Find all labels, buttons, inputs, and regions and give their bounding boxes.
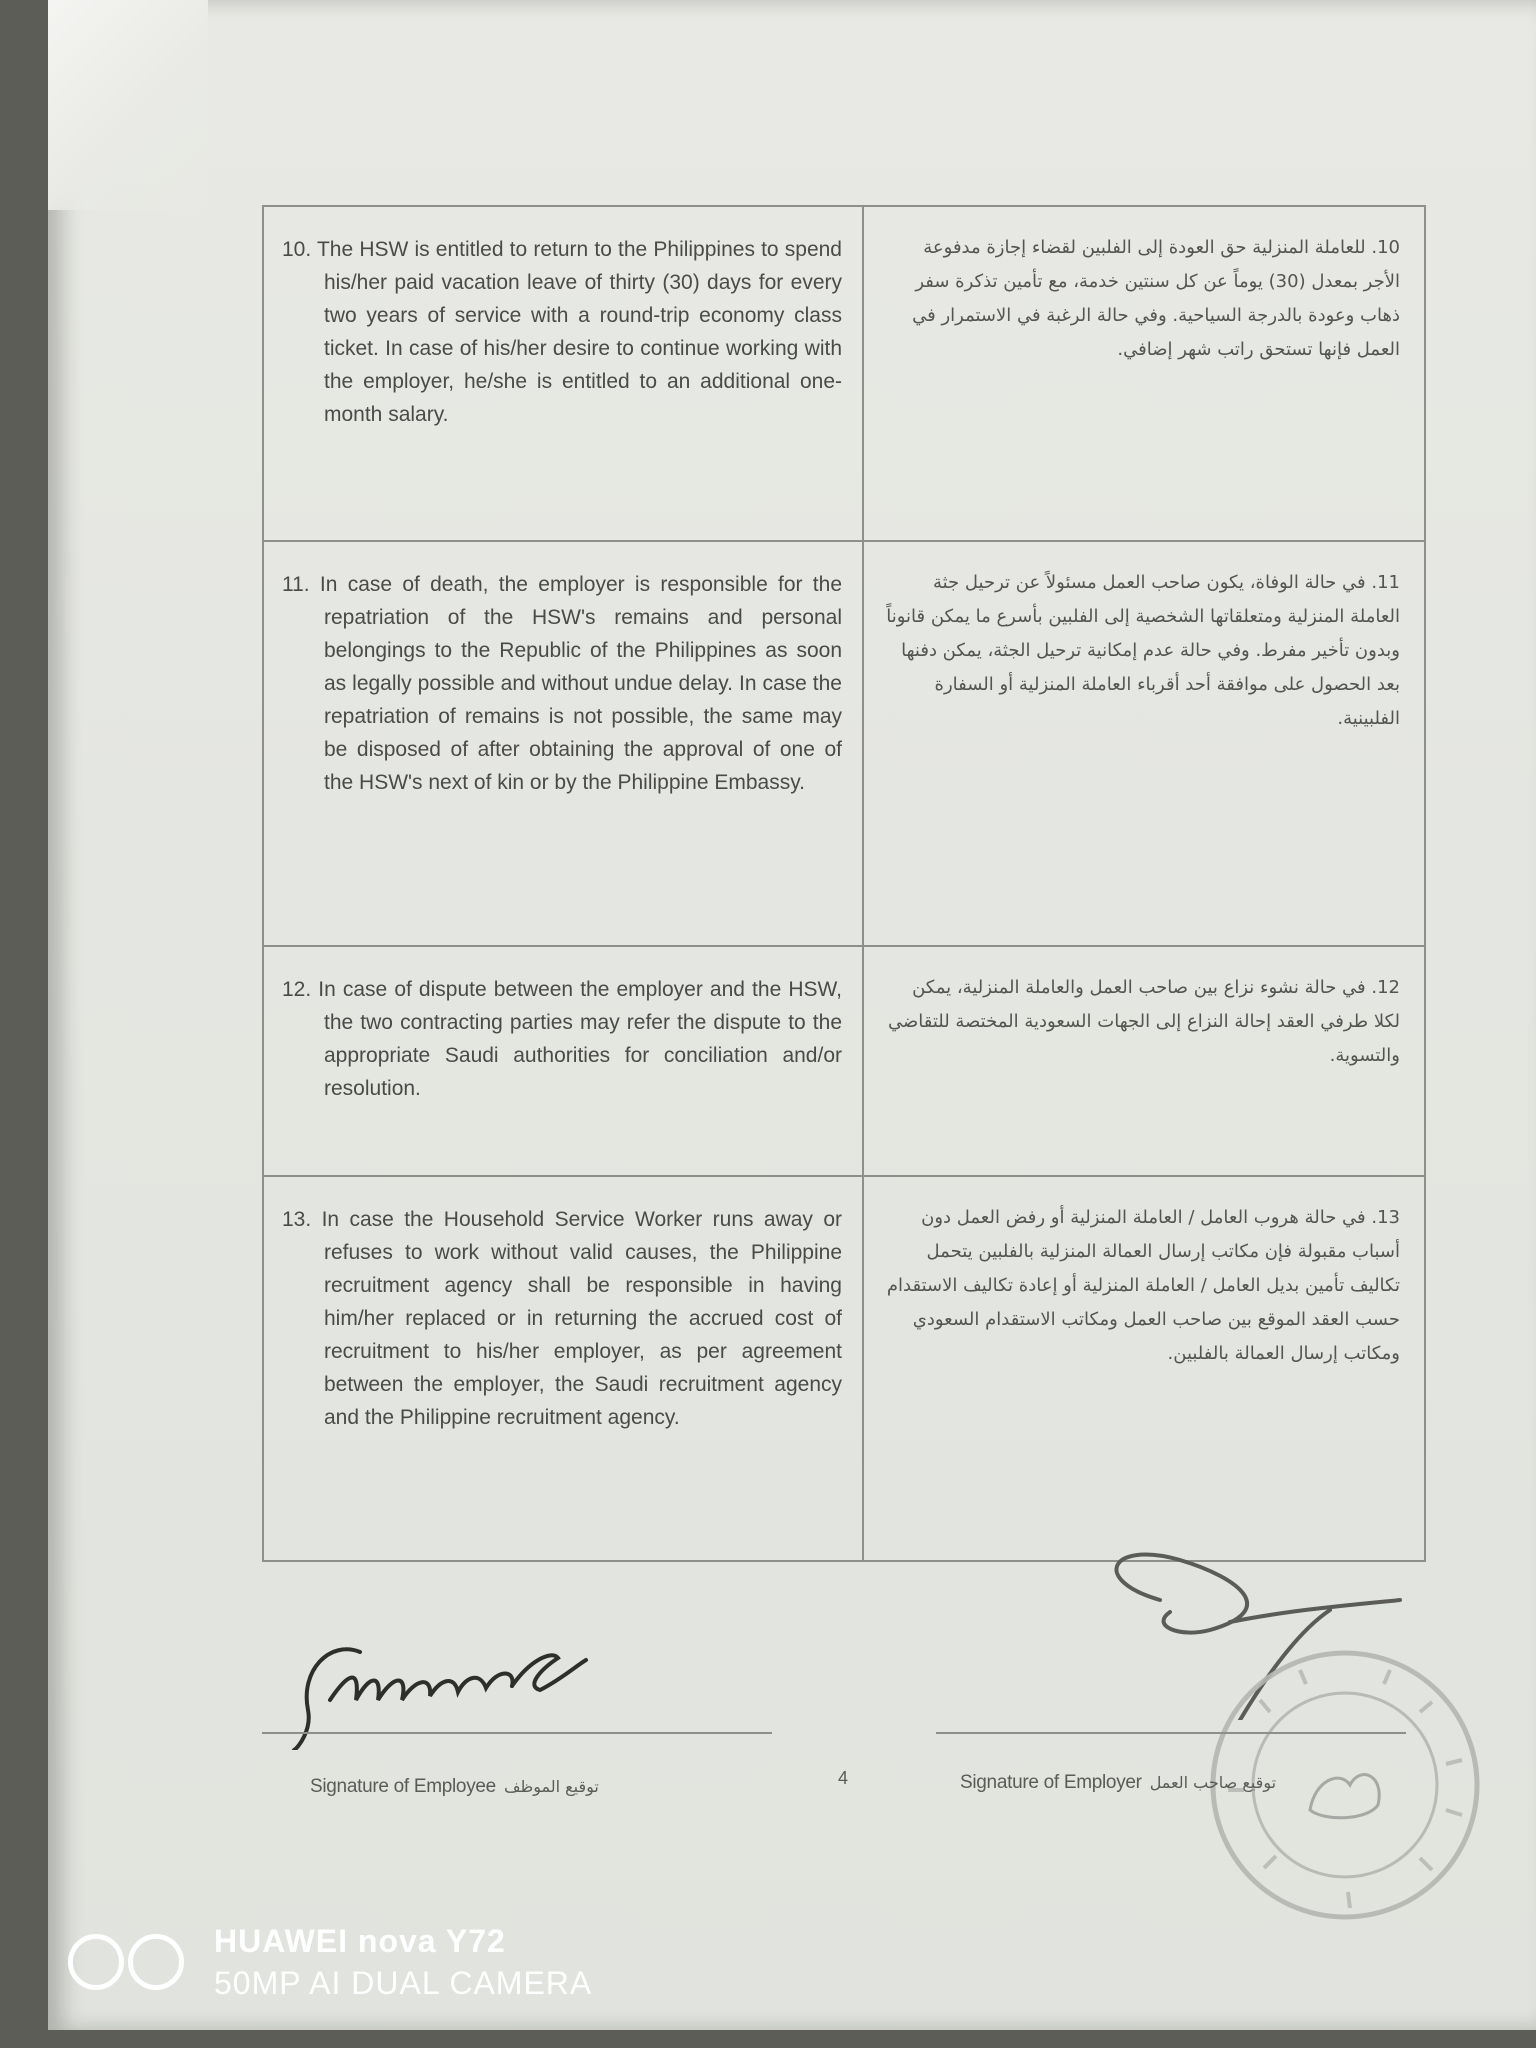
- camera-model: 50MP AI DUAL CAMERA: [214, 1965, 593, 2001]
- page-number: 4: [838, 1768, 849, 1788]
- camera-watermark-text: [214, 1920, 592, 2004]
- employee-signature-line: [262, 1732, 772, 1734]
- clause-row-11: [263, 541, 1425, 946]
- clause-13-english-text: 13. In case the Household Service Worker runs away or refuses to work without valid causes, the Philippine recruitment agency shall be responsible in having him/her replaced or in returning the accrued cost of recruitment to his/her employer, as per agreement between the employer, the Saudi recruitment agency and the Philippine recruitment agency.: [282, 1208, 842, 1429]
- clause-12-arabic: 12. في حالة نشوء نزاع بين صاحب العمل والعاملة المنزلية، يمكن لكلا طرفي العقد إحالة النزاع إلى الجهات السعودية المختصة للتقاضي والتسوية.: [863, 946, 1425, 1176]
- camera-logo-icon: [68, 1934, 188, 1990]
- clause-13-arabic: 13. في حالة هروب العامل / العاملة المنزلية أو رفض العمل دون أسباب مقبولة فإن مكاتب إرسال العمالة المنزلية بالفلبين يتحمل تكاليف تأمين بديل العامل / العاملة المنزلية أو إعادة تكاليف الاستقدام حسب العقد الموقع بين صاحب العمل ومكاتب الاستقدام السعودي ومكاتب إرسال العمالة بالفلبين.: [863, 1176, 1425, 1561]
- camera-brand: HUAWEI nova Y72: [214, 1923, 506, 1959]
- employer-signature-label-ar: توقيع صاحب العمل: [1149, 1773, 1277, 1792]
- employee-signature-label-en: Signature of Employee: [310, 1776, 496, 1797]
- clause-11-english-text: 11. In case of death, the employer is responsible for the repatriation of the HSW's remains and personal belongings to the Republic of the Philippines as soon as legally possible and without undue delay. In case the repatriation of remains is not possible, the same may be disposed of after obtaining the approval of one of the HSW's next of kin or by the Philippine Embassy.: [282, 573, 842, 794]
- employee-signature-label-ar: توقيع الموظف: [503, 1777, 599, 1796]
- contract-clauses-table: [262, 205, 1426, 1562]
- clause-12-english: [263, 946, 863, 1176]
- clause-13-english: [263, 1176, 863, 1561]
- page-corner-highlight: [48, 0, 208, 210]
- clause-12-english-text: 12. In case of dispute between the employer and the HSW, the two contracting parties may refer the dispute to the appropriate Saudi authorities for conciliation and/or resolution.: [282, 978, 842, 1100]
- employer-signature-label: [960, 1772, 1276, 1794]
- clause-10-arabic: 10. للعاملة المنزلية حق العودة إلى الفلبين لقضاء إجازة مدفوعة الأجر بمعدل (30) يوماً عن كل سنتين خدمة، مع تأمين تذكرة سفر ذهاب وعودة بالدرجة السياحية. وفي حالة الرغبة في الاستمرار في العمل فإنها تستحق راتب شهر إضافي.: [863, 206, 1425, 541]
- clause-row-13: [263, 1176, 1425, 1561]
- clause-11-arabic: 11. في حالة الوفاة، يكون صاحب العمل مسئولاً عن ترحيل جثة العاملة المنزلية ومتعلقاتها الشخصية إلى الفلبين بأسرع ما يمكن قانوناً وبدون تأخير مفرط. وفي حالة عدم إمكانية ترحيل الجثة، يمكن دفنها بعد الحصول على موافقة أحد أقرباء العاملة المنزلية أو السفارة الفلبينية.: [863, 541, 1425, 946]
- clause-10-english: [263, 206, 863, 541]
- employer-signature-label-en: Signature of Employer: [960, 1772, 1142, 1793]
- camera-watermark: [68, 1920, 592, 2004]
- clause-10-english-text: 10. The HSW is entitled to return to the Philippines to spend his/her paid vacation leave of thirty (30) days for every two years of service with a round-trip economy class ticket. In case of his/her desire to continue working with the employer, he/she is entitled to an additional one-month salary.: [282, 238, 842, 426]
- clause-11-english: [263, 541, 863, 946]
- employer-signature-line: [936, 1732, 1406, 1734]
- clause-row-12: [263, 946, 1425, 1176]
- employee-signature-label: [310, 1776, 599, 1798]
- clause-row-10: [263, 206, 1425, 541]
